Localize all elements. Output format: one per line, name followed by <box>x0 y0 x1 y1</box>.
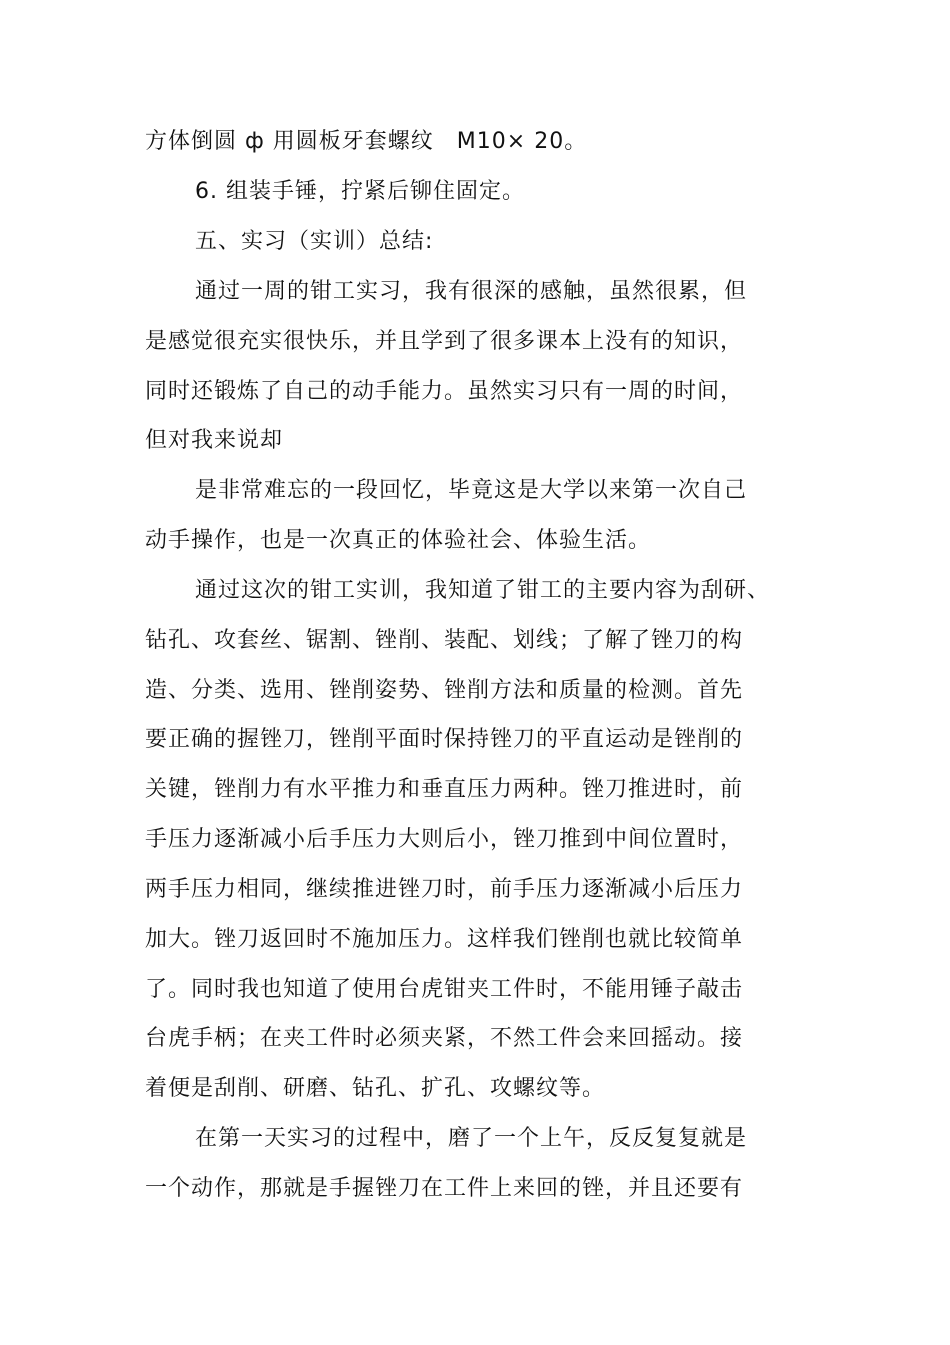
text-line: 钻孔、攻套丝、锯割、锉削、装配、划线；了解了锉刀的构 <box>145 628 744 653</box>
text-line: 通过一周的钳工实习，我有很深的感触，虽然很累，但 <box>195 279 748 304</box>
text-line: 是非常难忘的一段回忆，毕竟这是大学以来第一次自己 <box>195 478 748 503</box>
text-line: 一个动作，那就是手握锉刀在工件上来回的锉，并且还要有 <box>145 1176 744 1201</box>
text-line: 要正确的握锉刀，锉削平面时保持锉刀的平直运动是锉削的 <box>145 727 744 752</box>
text-line: 在第一天实习的过程中，磨了一个上午，反反复复就是 <box>195 1126 748 1151</box>
text-line: 同时还锻炼了自己的动手能力。虽然实习只有一周的时间， <box>145 379 744 404</box>
text-line: 关键，锉削力有水平推力和垂直压力两种。锉刀推进时，前 <box>145 777 744 802</box>
text-line: 着便是刮削、研磨、钻孔、扩孔、攻螺纹等。 <box>145 1076 606 1101</box>
text-line: 两手压力相同，继续推进锉刀时，前手压力逐渐减小后压力 <box>145 877 744 902</box>
text-line: 动手操作，也是一次真正的体验社会、体验生活。 <box>145 528 652 553</box>
text-line: 是感觉很充实很快乐，并且学到了很多课本上没有的知识， <box>145 329 744 354</box>
section-heading: 五、实习（实训）总结: <box>195 229 434 254</box>
text-line: 6. 组装手锤，拧紧后铆住固定。 <box>195 179 525 204</box>
text-line: 手压力逐渐减小后手压力大则后小，锉刀推到中间位置时， <box>145 827 744 852</box>
text-line: 通过这次的钳工实训，我知道了钳工的主要内容为刮研、 <box>195 578 771 603</box>
text-line: 加大。锉刀返回时不施加压力。这样我们锉削也就比较简单 <box>145 927 744 952</box>
text-line: 台虎手柄；在夹工件时必须夹紧，不然工件会来回摇动。接 <box>145 1026 744 1051</box>
text-line: 方体倒圆 ф 用圆板牙套螺纹 M10× 20。 <box>145 129 588 154</box>
text-line: 但对我来说却 <box>145 428 284 453</box>
text-line: 了。同时我也知道了使用台虎钳夹工件时，不能用锤子敲击 <box>145 977 744 1002</box>
text-line: 造、分类、选用、锉削姿势、锉削方法和质量的检测。首先 <box>145 678 744 703</box>
